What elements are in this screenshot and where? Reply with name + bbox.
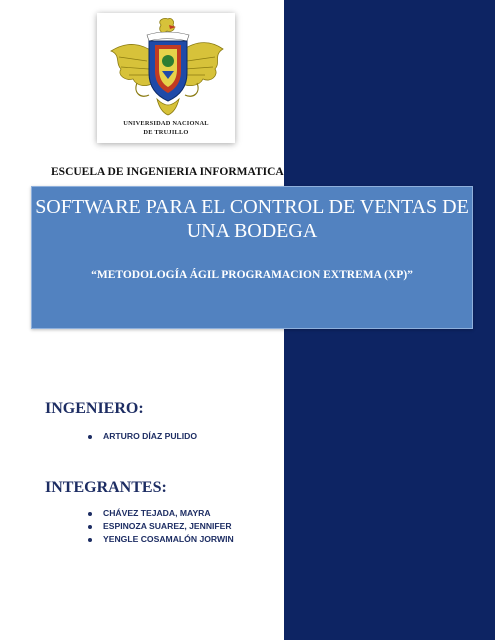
members-list [88, 507, 234, 546]
engineer-heading: INGENIERO: [45, 400, 144, 417]
bullet-icon [88, 525, 92, 529]
list-item [88, 430, 197, 443]
bullet-icon [88, 435, 92, 439]
document-subtitle: “METODOLOGÍA ÁGIL PROGRAMACION EXTREMA (XP)” [91, 269, 413, 281]
document-title [32, 195, 472, 243]
title-banner [31, 186, 473, 329]
school-name: ESCUELA DE INGENIERIA INFORMATICA [51, 166, 284, 178]
bullet-icon [88, 512, 92, 516]
title-line-1: SOFTWARE PARA EL CONTROL DE VENTAS DE [35, 196, 469, 218]
engineer-list [88, 430, 197, 443]
list-item [88, 533, 234, 546]
engineer-name: ARTURO DÍAZ PULIDO [103, 431, 198, 441]
title-line-2: UNA BODEGA [186, 220, 318, 242]
logo-caption-line2: DE TRUJILLO [143, 129, 189, 136]
member-name: CHÁVEZ TEJADA, MAYRA [103, 508, 211, 518]
university-logo [97, 13, 235, 143]
member-name: ESPINOZA SUAREZ, JENNIFER [103, 521, 232, 531]
bullet-icon [88, 538, 92, 542]
member-name: YENGLE COSAMALÓN JORWIN [103, 534, 234, 544]
university-coat-of-arms-icon [97, 13, 235, 121]
members-heading: INTEGRANTES: [45, 479, 167, 496]
list-item [88, 520, 234, 533]
logo-caption-line1: UNIVERSIDAD NACIONAL [123, 120, 209, 127]
list-item [88, 507, 234, 520]
